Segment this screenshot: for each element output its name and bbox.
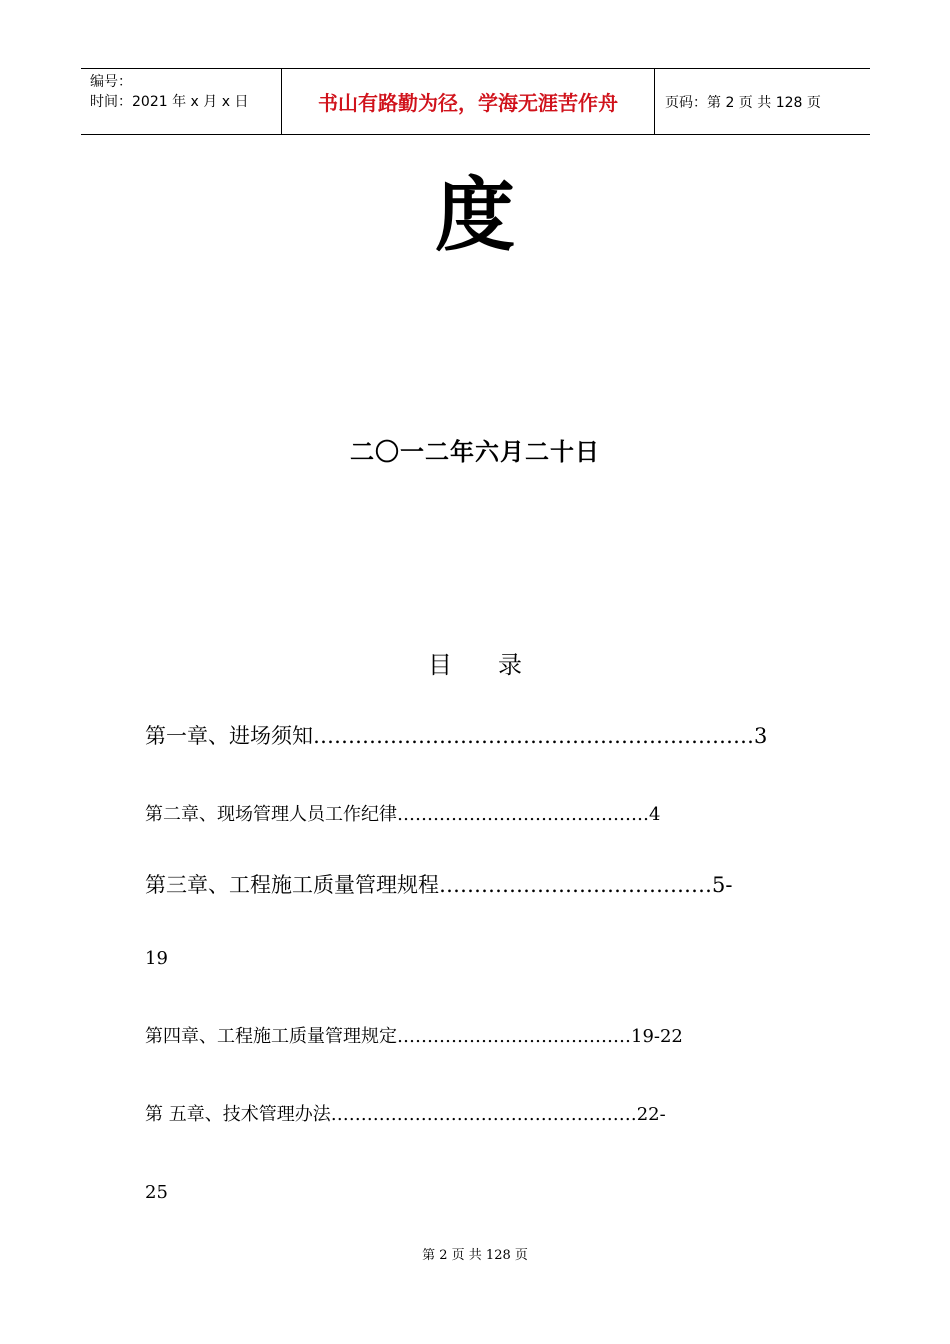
toc-entry-chapter-2: 第二章、现场管理人员工作纪律……………………………………4 [145,804,661,825]
number-label: 编号： [90,74,132,90]
toc-entry-chapter-4: 第四章、工程施工质量管理规定…………………………………19-22 [145,1026,683,1047]
toc-entry-chapter-5-page-cont: 25 [145,1182,168,1203]
page-footer: 第 2 页 共 128 页 [422,1248,528,1263]
document-date: 二〇一二年六月二十日 [350,438,600,466]
page-header [81,68,870,135]
toc-title [0,648,950,682]
header-motto-cell [282,69,655,134]
toc-entry-chapter-3: 第三章、工程施工质量管理规程…………………………………5- [145,873,733,897]
toc-title-right: 录 [498,651,522,679]
page-info: 页码：第 2 页 共 128 页 [665,94,821,111]
header-meta-cell [81,69,282,134]
toc-title-left: 目 [428,651,452,679]
title-character: 度 [435,169,515,262]
toc-entry-chapter-5: 第 五章、技术管理办法……………………………………………22- [145,1104,666,1125]
header-page-cell [655,69,870,134]
toc-entry-chapter-1: 第一章、进场须知………………………………………………………3 [145,724,768,748]
motto-text: 书山有路勤为径，学海无涯苦作舟 [318,91,618,115]
toc-entry-chapter-3-page-cont: 19 [145,948,168,969]
time-label: 时间：2021 年 x 月 x 日 [90,94,249,110]
